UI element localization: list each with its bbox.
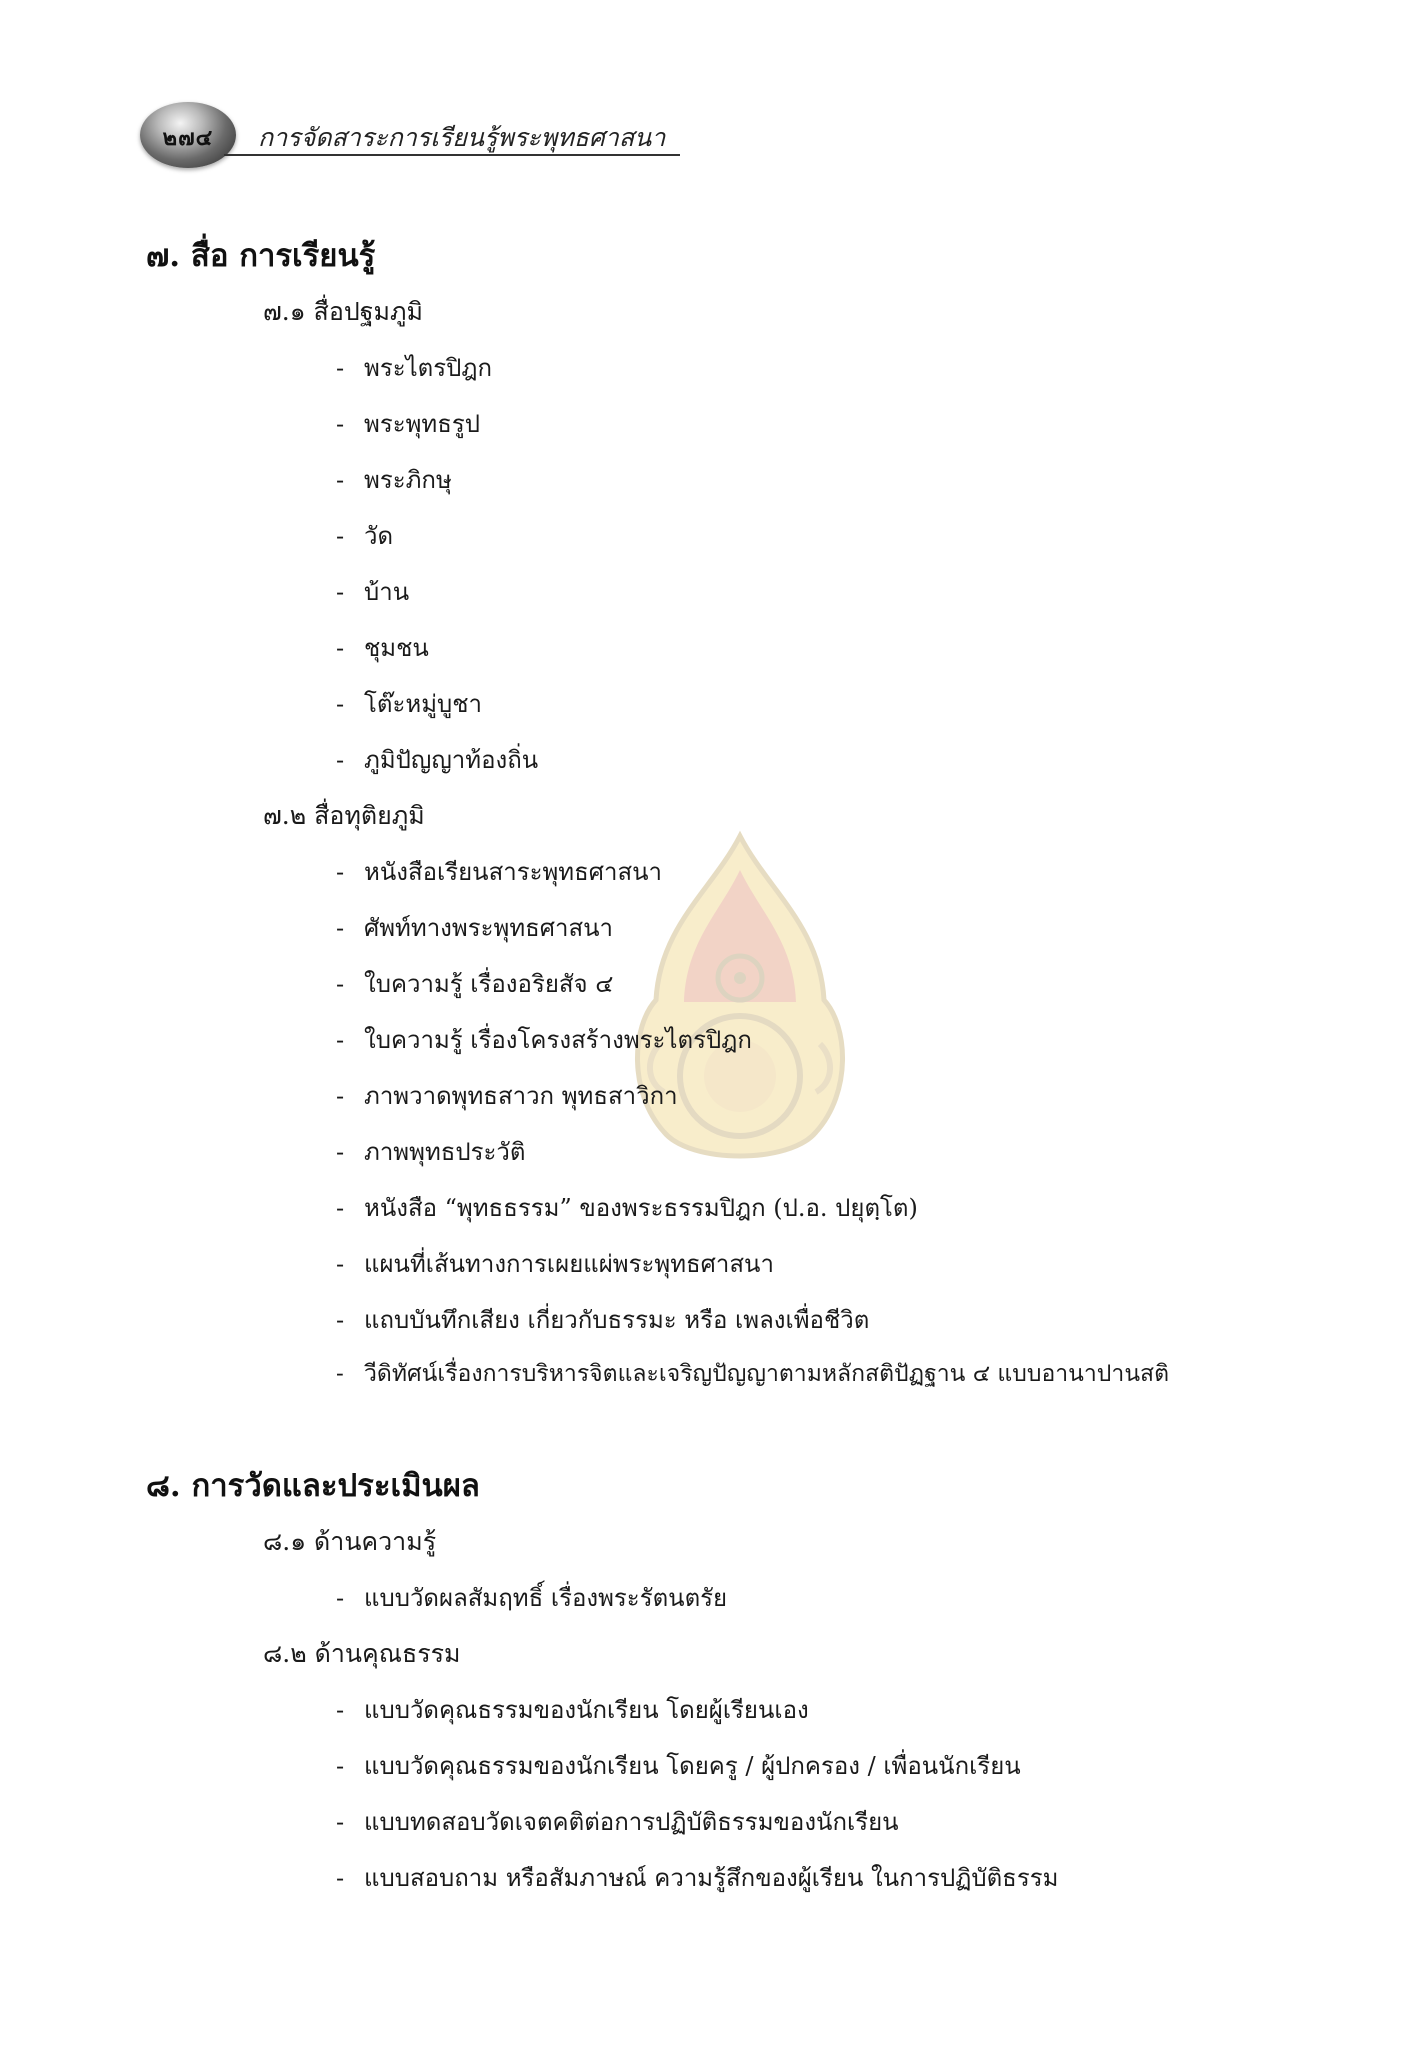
subsection-heading: ๘.๒ ด้านคุณธรรม — [263, 1639, 461, 1668]
list-item-text: พระพุทธรูป — [364, 410, 481, 438]
list-item — [336, 740, 538, 779]
subsection-heading: ๘.๑ ด้านความรู้ — [263, 1527, 437, 1556]
list-marker: - — [336, 1752, 345, 1780]
list-marker: - — [336, 1026, 345, 1054]
subsection-heading: ๗.๒ สื่อทุติยภูมิ — [263, 801, 425, 830]
list-item — [336, 348, 492, 387]
list-marker: - — [336, 1306, 345, 1334]
list-item — [336, 516, 393, 555]
list-item-text: ศัพท์ทางพระพุทธศาสนา — [364, 914, 614, 942]
list-item-text: แบบวัดคุณธรรมของนักเรียน โดยผู้เรียนเอง — [364, 1696, 809, 1724]
running-book-title: การจัดสาระการเรียนรู้พระพุทธศาสนา — [258, 123, 666, 152]
list-marker: - — [336, 410, 345, 438]
list-item-text: แบบทดสอบวัดเจตคติต่อการปฏิบัติธรรมของนักเรียน — [364, 1808, 899, 1836]
list-item — [336, 1188, 918, 1227]
list-marker: - — [336, 1361, 344, 1387]
list-item — [336, 628, 429, 667]
list-item — [336, 1076, 678, 1115]
section-heading: ๘. การวัดและประเมินผล — [146, 1468, 480, 1504]
list-marker: - — [336, 858, 345, 886]
list-marker: - — [336, 1138, 345, 1166]
list-item-text: แผนที่เส้นทางการเผยแผ่พระพุทธศาสนา — [364, 1250, 774, 1278]
list-item-text: วีดิทัศน์เรื่องการบริหารจิตและเจริญปัญญาตามหลักสติปัฏฐาน ๔ แบบอานาปานสติ — [364, 1361, 1170, 1387]
page-number: ๒๗๔ — [162, 125, 214, 151]
list-marker: - — [336, 1808, 345, 1836]
list-item — [336, 460, 452, 499]
list-item-text: ภาพพุทธประวัติ — [364, 1138, 526, 1166]
list-item-text: บ้าน — [364, 578, 410, 606]
list-marker: - — [336, 578, 345, 606]
list-item-text: โต๊ะหมู่บูชา — [364, 690, 483, 718]
list-item — [336, 908, 613, 947]
list-item — [336, 964, 613, 1003]
list-item-text: ชุมชน — [364, 634, 429, 662]
list-item — [336, 1690, 809, 1729]
list-marker: - — [336, 634, 345, 662]
list-marker: - — [336, 1696, 345, 1724]
list-item — [336, 1132, 525, 1171]
list-marker: - — [336, 354, 345, 382]
list-item — [336, 404, 480, 443]
page-header — [140, 96, 680, 180]
list-item-text: แบบวัดคุณธรรมของนักเรียน โดยครู / ผู้ปกครอง / เพื่อนนักเรียน — [364, 1752, 1021, 1780]
section-heading: ๗. สื่อ การเรียนรู้ — [146, 238, 376, 274]
list-marker: - — [336, 1194, 345, 1222]
list-item — [336, 852, 662, 891]
list-marker: - — [336, 746, 345, 774]
list-item-text: วัด — [364, 522, 394, 550]
list-item — [336, 1300, 869, 1339]
list-item — [336, 1858, 1058, 1897]
list-item-text: แบบวัดผลสัมฤทธิ์ เรื่องพระรัตนตรัย — [364, 1584, 728, 1612]
list-item-text: ใบความรู้ เรื่องอริยสัจ ๔ — [364, 970, 614, 998]
list-item-text: ใบความรู้ เรื่องโครงสร้างพระไตรปิฎก — [364, 1026, 752, 1054]
list-marker: - — [336, 1864, 345, 1892]
list-marker: - — [336, 690, 345, 718]
list-marker: - — [336, 1250, 345, 1278]
list-marker: - — [336, 1584, 345, 1612]
list-item-text: หนังสือ “พุทธธรรม” ของพระธรรมปิฎก (ป.อ. ปยุตฺโต) — [364, 1194, 918, 1222]
list-item — [336, 1802, 899, 1841]
list-item — [336, 1020, 752, 1059]
list-item-text: ภูมิปัญญาท้องถิ่น — [364, 746, 539, 774]
list-item-text: แถบบันทึกเสียง เกี่ยวกับธรรมะ หรือ เพลงเพื่อชีวิต — [364, 1306, 870, 1334]
list-item — [336, 1746, 1021, 1785]
list-item-text: พระภิกษุ — [364, 466, 452, 494]
list-item-text: พระไตรปิฎก — [364, 354, 493, 382]
list-marker: - — [336, 970, 345, 998]
list-item — [336, 684, 482, 723]
list-marker: - — [336, 1082, 345, 1110]
list-item-text: แบบสอบถาม หรือสัมภาษณ์ ความรู้สึกของผู้เรียน ในการปฏิบัติธรรม — [364, 1864, 1059, 1892]
list-marker: - — [336, 914, 345, 942]
subsection-heading: ๗.๑ สื่อปฐมภูมิ — [263, 297, 423, 326]
list-item — [336, 1356, 1169, 1392]
list-item-text: ภาพวาดพุทธสาวก พุทธสาวิกา — [364, 1082, 678, 1110]
list-item — [336, 1244, 774, 1283]
list-marker: - — [336, 466, 345, 494]
list-item — [336, 572, 409, 611]
header-rule — [224, 154, 680, 156]
list-item — [336, 1578, 727, 1617]
list-marker: - — [336, 522, 345, 550]
list-item-text: หนังสือเรียนสาระพุทธศาสนา — [364, 858, 663, 886]
